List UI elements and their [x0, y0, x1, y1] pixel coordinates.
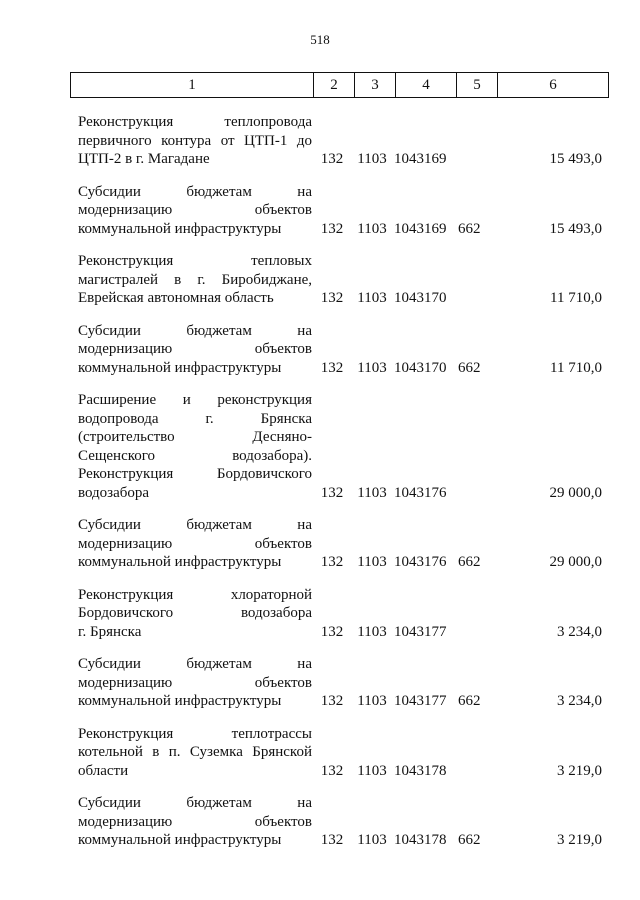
row-cell-c3: 1103 — [357, 290, 387, 306]
table-row — [70, 314, 602, 384]
table-row — [70, 786, 602, 856]
row-name-line: коммунальной инфраструктуры — [78, 220, 282, 237]
row-name-line: коммунальной инфраструктуры — [78, 554, 282, 570]
row-name-line: первичного контура от ЦТП-1 до — [78, 132, 312, 149]
row-cell-c5: 662 — [458, 220, 481, 237]
row-cell-c3: 1103 — [357, 762, 387, 779]
row-name-line: Расширение и реконструкция — [78, 392, 312, 408]
row-cell-c3: 1103 — [357, 359, 387, 376]
row-name-line: модернизацию объектов — [78, 341, 312, 357]
row-name-line: Субсидии бюджетам на — [78, 517, 312, 533]
row-cell-c3: 1103 — [357, 554, 387, 570]
budget-table-body — [70, 105, 602, 856]
row-cell-c6: 29 000,0 — [549, 484, 602, 501]
row-cell-c3: 1103 — [357, 220, 387, 237]
row-cell-c2: 132 — [320, 290, 344, 306]
row-name-line: Реконструкция тепловых — [78, 253, 312, 269]
column-header-4: 4 — [396, 73, 457, 98]
row-cell-c3: 1103 — [357, 151, 387, 167]
row-cell-c4: 1043176 — [394, 554, 447, 570]
row-cell-c2: 132 — [320, 151, 344, 167]
row-cell-c4: 1043177 — [394, 693, 447, 709]
row-name-line: магистралей в г. Биробиджане, — [78, 271, 312, 288]
row-name-line: Реконструкция теплопровода — [78, 114, 312, 130]
row-cell-c2: 132 — [320, 762, 344, 779]
row-cell-c4: 1043178 — [394, 762, 447, 779]
row-cell-c6: 3 219,0 — [557, 832, 602, 848]
row-name-line: модернизацию объектов — [78, 813, 312, 830]
row-name-line: ЦТП-2 в г. Магадане — [78, 151, 210, 167]
table-row — [70, 578, 602, 648]
row-name-line: Реконструкция хлораторной — [78, 586, 312, 603]
row-cell-c4: 1043176 — [394, 484, 447, 501]
row-name-cell — [70, 786, 312, 856]
row-name-cell — [70, 105, 312, 175]
row-cell-c6: 3 219,0 — [557, 762, 602, 779]
row-cell-c6: 15 493,0 — [549, 220, 602, 237]
column-header-table — [70, 72, 609, 98]
row-cell-c6: 11 710,0 — [550, 290, 602, 306]
table-row — [70, 244, 602, 314]
column-header-5: 5 — [457, 73, 498, 98]
row-name-cell — [70, 244, 312, 314]
row-cell-c4: 1043170 — [394, 290, 447, 306]
row-name-line: котельной в п. Суземка Брянской — [78, 744, 312, 760]
row-name-cell — [70, 578, 312, 648]
row-cell-c4: 1043169 — [394, 151, 447, 167]
row-cell-c6: 3 234,0 — [557, 623, 602, 640]
column-header-1: 1 — [71, 73, 314, 98]
row-name-line: области — [78, 762, 129, 779]
row-cell-c2: 132 — [320, 359, 344, 376]
row-cell-c5: 662 — [458, 359, 481, 376]
row-name-cell — [70, 314, 312, 384]
column-header-6: 6 — [498, 73, 609, 98]
row-cell-c5 — [452, 244, 492, 314]
row-cell-c5: 662 — [458, 832, 481, 848]
row-cell-c5: 662 — [458, 693, 481, 709]
row-cell-c3: 1103 — [357, 693, 387, 709]
row-name-line: коммунальной инфраструктуры — [78, 832, 282, 848]
row-name-line: г. Брянска — [78, 623, 142, 640]
row-name-line: Субсидии бюджетам на — [78, 656, 312, 672]
row-name-line: Субсидии бюджетам на — [78, 183, 312, 200]
row-cell-c5 — [452, 105, 492, 175]
row-cell-c3: 1103 — [357, 484, 387, 501]
row-cell-c2: 132 — [320, 832, 344, 848]
row-name-line: коммунальной инфраструктуры — [78, 359, 282, 376]
row-name-line: (строительство Десняно- — [78, 429, 312, 445]
row-name-cell — [70, 383, 312, 508]
row-cell-c6: 29 000,0 — [549, 554, 602, 570]
row-name-line: Реконструкция теплотрассы — [78, 725, 312, 742]
row-cell-c4: 1043178 — [394, 832, 447, 848]
row-name-line: модернизацию объектов — [78, 535, 312, 552]
row-name-line: модернизацию объектов — [78, 202, 312, 218]
table-row — [70, 175, 602, 245]
row-name-cell — [70, 647, 312, 717]
budget-table — [70, 105, 602, 856]
row-name-line: Бордовичского водозабора — [78, 605, 312, 621]
row-cell-c6: 3 234,0 — [557, 693, 602, 709]
row-name-line: коммунальной инфраструктуры — [78, 693, 282, 709]
row-cell-c5 — [452, 717, 492, 787]
table-row — [70, 383, 602, 508]
row-cell-c2: 132 — [320, 484, 344, 501]
row-cell-c2: 132 — [320, 220, 344, 237]
row-name-line: Еврейская автономная область — [78, 290, 274, 306]
row-name-cell — [70, 508, 312, 578]
row-cell-c2: 132 — [320, 554, 344, 570]
page-number: 518 — [310, 32, 330, 47]
row-name-line: водопровода г. Брянска — [78, 410, 312, 427]
row-cell-c5 — [452, 578, 492, 648]
row-name-line: водозабора — [78, 484, 150, 501]
row-cell-c5 — [452, 383, 492, 508]
row-name-line: Сещенского водозабора). — [78, 447, 312, 464]
row-cell-c2: 132 — [320, 693, 344, 709]
table-row — [70, 647, 602, 717]
row-name-line: Субсидии бюджетам на — [78, 322, 312, 339]
row-cell-c3: 1103 — [357, 623, 387, 640]
row-cell-c6: 11 710,0 — [550, 359, 602, 376]
row-name-cell — [70, 175, 312, 245]
row-cell-c4: 1043170 — [394, 359, 447, 376]
row-cell-c4: 1043169 — [394, 220, 447, 237]
row-cell-c5: 662 — [458, 554, 481, 570]
row-name-line: модернизацию объектов — [78, 674, 312, 691]
table-row — [70, 717, 602, 787]
row-cell-c3: 1103 — [357, 832, 387, 848]
row-cell-c6: 15 493,0 — [549, 151, 602, 167]
row-cell-c2: 132 — [320, 623, 344, 640]
row-name-line: Субсидии бюджетам на — [78, 795, 312, 811]
table-row — [70, 105, 602, 175]
table-row — [70, 508, 602, 578]
column-header-row — [71, 73, 609, 98]
row-name-cell — [70, 717, 312, 787]
row-cell-c4: 1043177 — [394, 623, 447, 640]
column-header-2: 2 — [314, 73, 355, 98]
row-name-line: Реконструкция Бордовичского — [78, 466, 312, 482]
column-header-3: 3 — [355, 73, 396, 98]
